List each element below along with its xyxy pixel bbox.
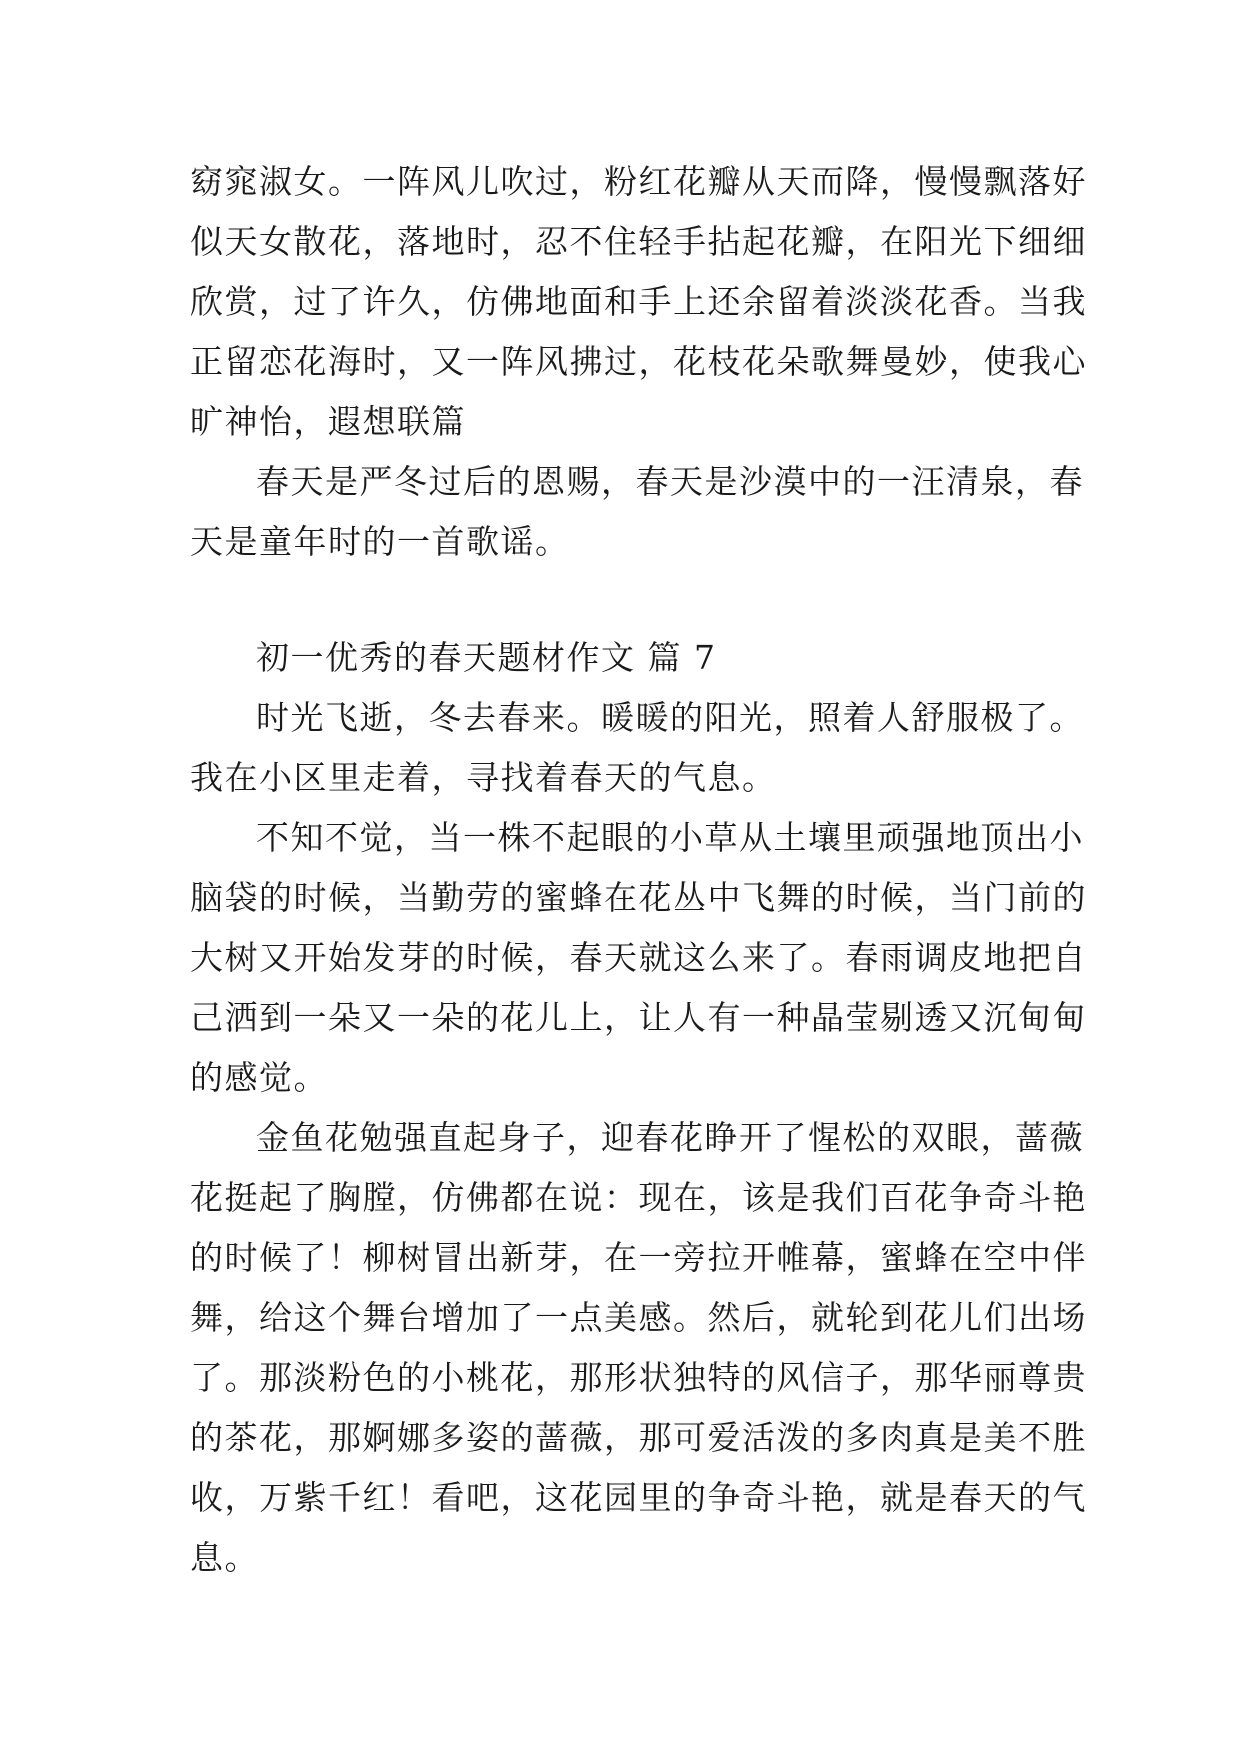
text-line: 我在小区里走着，寻找着春天的气息。 [190,758,777,797]
text-line: 的感觉。 [190,1058,328,1097]
text-line: 正留恋花海时，又一阵风拂过，花枝花朵歌舞曼妙，使我心 [190,342,1087,381]
text-line: 舞，给这个舞台增加了一点美感。然后，就轮到花儿们出场 [190,1298,1087,1337]
text-line: 息。 [190,1538,259,1577]
text-line: 花挺起了胸膛，仿佛都在说：现在，该是我们百花争奇斗艳 [190,1178,1087,1217]
text-line: 金鱼花勉强直起身子，迎春花睁开了惺松的双眼，蔷薇 [256,1118,1084,1157]
section-heading: 初一优秀的春天题材作文 篇 7 [256,638,717,677]
text-line: 似天女散花，落地时，忍不住轻手拈起花瓣，在阳光下细细 [190,222,1087,261]
text-line: 不知不觉，当一株不起眼的小草从土壤里顽强地顶出小 [256,818,1084,857]
text-line: 的时候了！柳树冒出新芽，在一旁拉开帷幕，蜜蜂在空中伴 [190,1238,1087,1277]
text-line: 大树又开始发芽的时候，春天就这么来了。春雨调皮地把自 [190,938,1087,977]
text-line: 旷神怡，遐想联篇 [190,402,466,441]
text-line: 时光飞逝，冬去春来。暖暖的阳光，照着人舒服极了。 [256,698,1084,737]
text-line: 脑袋的时候，当勤劳的蜜蜂在花丛中飞舞的时候，当门前的 [190,878,1087,917]
text-line: 的茶花，那婀娜多姿的蔷薇，那可爱活泼的多肉真是美不胜 [190,1418,1087,1457]
text-line: 欣赏，过了许久，仿佛地面和手上还余留着淡淡花香。当我 [190,282,1087,321]
text-line: 了。那淡粉色的小桃花，那形状独特的风信子，那华丽尊贵 [190,1358,1087,1397]
text-line: 收，万紫千红！看吧，这花园里的争奇斗艳，就是春天的气 [190,1478,1087,1517]
text-line: 天是童年时的一首歌谣。 [190,522,570,561]
text-line: 己洒到一朵又一朵的花儿上，让人有一种晶莹剔透又沉甸甸 [190,998,1087,1037]
text-line: 窈窕淑女。一阵风儿吹过，粉红花瓣从天而降，慢慢飘落好 [190,162,1087,201]
text-line: 春天是严冬过后的恩赐，春天是沙漠中的一汪清泉，春 [256,462,1084,501]
